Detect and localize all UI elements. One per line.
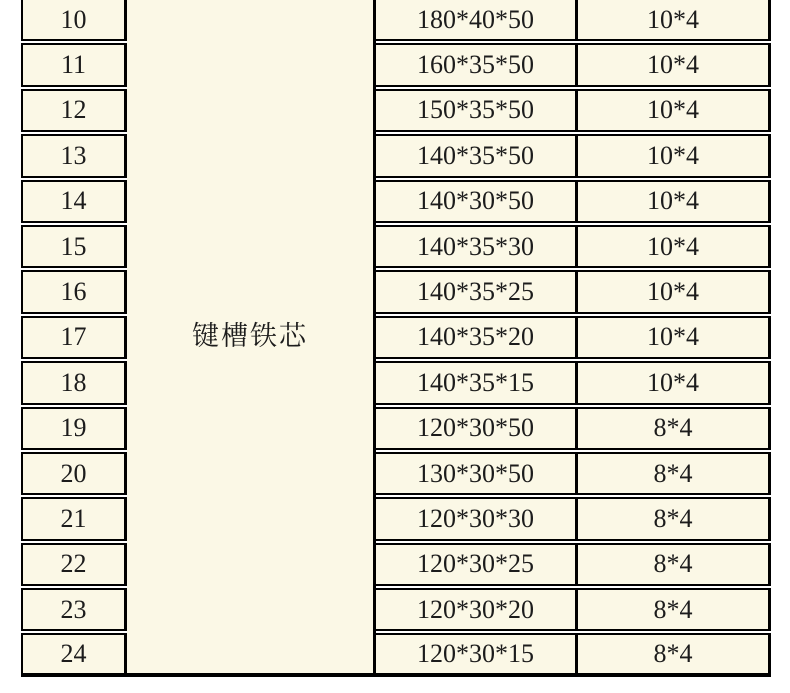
qty-cell: 8*4	[578, 407, 771, 450]
qty-cell: 10*4	[578, 316, 771, 359]
spec-cell: 160*35*50	[376, 43, 578, 86]
row-index-cell: 10	[21, 0, 127, 41]
spec-cell: 130*30*50	[376, 452, 578, 495]
qty-cell: 10*4	[578, 270, 771, 313]
row-index-cell: 13	[21, 134, 127, 177]
spec-cell: 140*35*15	[376, 361, 578, 404]
row-index-cell: 23	[21, 588, 127, 631]
merged-category-cell: 键槽铁芯	[127, 0, 376, 677]
qty-cell: 10*4	[578, 225, 771, 268]
qty-cell: 10*4	[578, 0, 771, 41]
qty-cell: 8*4	[578, 588, 771, 631]
spec-cell: 120*30*20	[376, 588, 578, 631]
row-index-cell: 19	[21, 407, 127, 450]
spec-cell: 120*30*25	[376, 543, 578, 586]
spec-cell: 140*30*50	[376, 180, 578, 223]
spec-cell: 140*35*30	[376, 225, 578, 268]
row-index-cell: 18	[21, 361, 127, 404]
qty-cell: 8*4	[578, 497, 771, 540]
spec-cell: 180*40*50	[376, 0, 578, 41]
row-index-cell: 11	[21, 43, 127, 86]
row-index-cell: 17	[21, 316, 127, 359]
row-index-cell: 22	[21, 543, 127, 586]
spec-cell: 140*35*20	[376, 316, 578, 359]
row-index-cell: 15	[21, 225, 127, 268]
qty-cell: 10*4	[578, 180, 771, 223]
qty-cell: 8*4	[578, 452, 771, 495]
spec-cell: 140*35*25	[376, 270, 578, 313]
spec-cell: 150*35*50	[376, 89, 578, 132]
spec-table	[21, 0, 771, 677]
spec-cell: 120*30*50	[376, 407, 578, 450]
spec-cell: 140*35*50	[376, 134, 578, 177]
row-index-cell: 12	[21, 89, 127, 132]
row-index-cell: 24	[21, 633, 127, 676]
spec-cell: 120*30*15	[376, 633, 578, 676]
qty-cell: 10*4	[578, 134, 771, 177]
row-index-cell: 16	[21, 270, 127, 313]
qty-cell: 10*4	[578, 361, 771, 404]
qty-cell: 8*4	[578, 633, 771, 676]
row-index-cell: 20	[21, 452, 127, 495]
spec-cell: 120*30*30	[376, 497, 578, 540]
row-index-cell: 21	[21, 497, 127, 540]
qty-cell: 10*4	[578, 89, 771, 132]
row-index-cell: 14	[21, 180, 127, 223]
qty-cell: 8*4	[578, 543, 771, 586]
qty-cell: 10*4	[578, 43, 771, 86]
